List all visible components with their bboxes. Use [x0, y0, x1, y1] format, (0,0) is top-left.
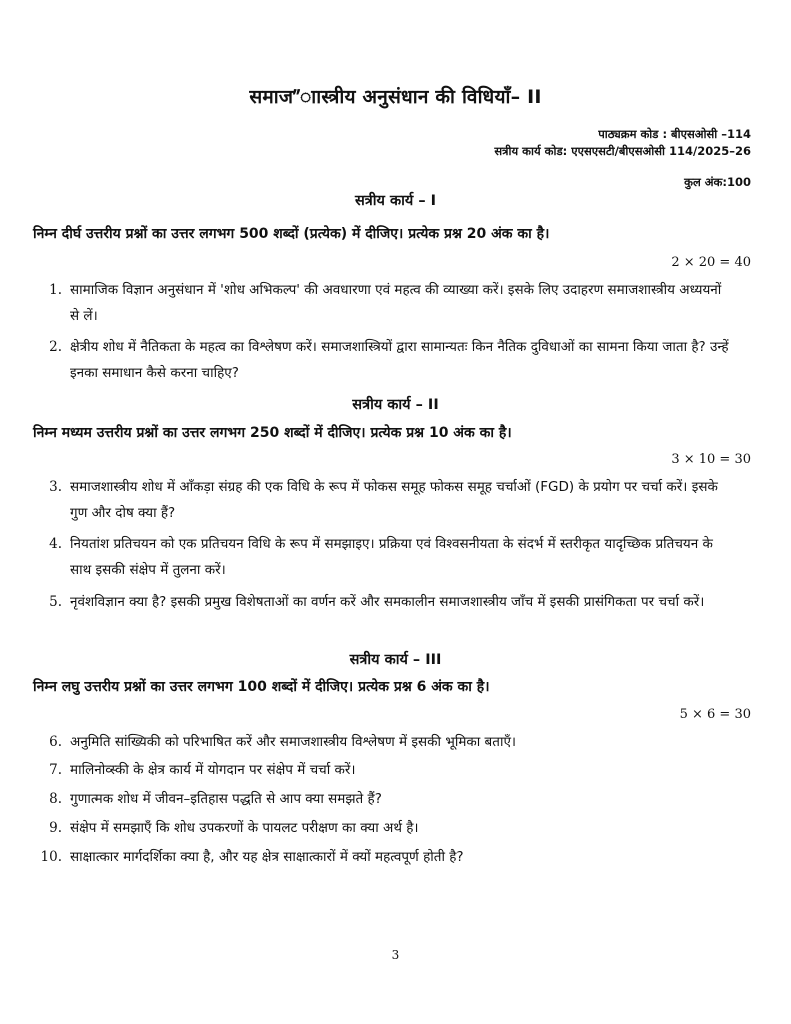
question-text: मालिनोव्स्की के क्षेत्र कार्य में योगदान पर संक्षेप में चर्चा करें।	[70, 762, 356, 778]
question-number: 5.	[49, 594, 62, 610]
question-number: 4.	[49, 536, 62, 552]
assignment-code: सत्रीय कार्य कोड: एएसएसटी/बीएसओसी 114/2025–26	[494, 144, 751, 158]
question-text: समाजशास्त्रीय शोध में आँकड़ा संग्रह की एक विधि के रूप में फोकस समूह फोकस समूह चर्चाओं (FGD) के प्रयोग पर चर्चा करें। इसके गुण और दोष क्या हैं?	[70, 479, 718, 521]
section-heading-3: सत्रीय कार्य – III	[349, 652, 442, 668]
question-text: क्षेत्रीय शोध में नैतिकता के महत्व का विश्लेषण करें। समाजशास्त्रियों द्वारा सामान्यतः किन नैतिक दुविधाओं का सामना किया जाता है? उन्हें इनका समाधान कैसे करना चाहिए?	[70, 339, 729, 381]
section-instruction-2: निम्न मध्यम उत्तरीय प्रश्नों का उत्तर लगभग 250 शब्दों में दीजिए। प्रत्येक प्रश्न 10 अंक का है।	[33, 425, 512, 441]
question-number: 9.	[49, 820, 62, 836]
section-instruction-1: निम्न दीर्घ उत्तरीय प्रश्नों का उत्तर लगभग 500 शब्दों (प्रत्येक) में दीजिए। प्रत्येक प्रश्न 20 अंक का है।	[33, 226, 550, 242]
section-marks-3: 5 × 6 = 30	[679, 707, 751, 722]
section-marks-1: 2 × 20 = 40	[671, 255, 751, 270]
question-number: 6.	[49, 734, 62, 750]
question-item	[49, 531, 730, 583]
document-title: समाज”ाास्त्रीय अनुसंधान की विधियाँ– II	[249, 86, 542, 108]
page-number: 3	[391, 948, 400, 962]
section-heading-1: सत्रीय कार्य – I	[354, 193, 437, 209]
question-item	[49, 729, 730, 755]
question-text: गुणात्मक शोध में जीवन–इतिहास पद्धति से आप क्या समझते हैं?	[70, 791, 382, 807]
total-marks: कुल अंक:100	[684, 175, 751, 189]
question-text: अनुमिति सांख्यिकी को परिभाषित करें और समाजशास्त्रीय विश्लेषण में इसकी भूमिका बताएँ।	[70, 734, 517, 750]
section-heading-2: सत्रीय कार्य – II	[352, 397, 439, 413]
question-item	[49, 334, 730, 386]
question-text: सामाजिक विज्ञान अनुसंधान में 'शोध अभिकल्प' की अवधारणा एवं महत्व की व्याख्या करें। इसके लिए उदाहरण समाजशास्त्रीय अध्ययनों से लें।	[70, 282, 722, 324]
question-item	[49, 786, 730, 812]
question-number: 2.	[49, 339, 62, 355]
section-marks-2: 3 × 10 = 30	[671, 452, 751, 467]
question-number: 8.	[49, 791, 62, 807]
question-item	[40, 844, 730, 870]
question-text: साक्षात्कार मार्गदर्शिका क्या है, और यह क्षेत्र साक्षात्कारों में क्यों महत्वपूर्ण होती है?	[70, 849, 464, 865]
course-code: पाठ्यक्रम कोड : बीएसओसी –114	[598, 127, 751, 141]
question-text: नृवंशविज्ञान क्या है? इसकी प्रमुख विशेषताओं का वर्णन करें और समकालीन समाजशास्त्रीय जाँच में इसकी प्रासंगिकता पर चर्चा करें।	[70, 594, 705, 610]
question-item	[49, 757, 730, 783]
question-number: 3.	[49, 479, 62, 495]
question-item	[49, 277, 730, 329]
question-number: 7.	[49, 762, 62, 778]
question-text: संक्षेप में समझाएँ कि शोध उपकरणों के पायलट परीक्षण का क्या अर्थ है।	[70, 820, 419, 836]
section-instruction-3: निम्न लघु उत्तरीय प्रश्नों का उत्तर लगभग 100 शब्दों में दीजिए। प्रत्येक प्रश्न 6 अंक का है।	[33, 679, 490, 695]
question-item	[49, 815, 730, 841]
question-number: 1.	[49, 282, 62, 298]
question-item	[49, 474, 730, 526]
question-number: 10.	[40, 849, 62, 865]
question-item	[49, 589, 730, 615]
question-text: नियतांश प्रतिचयन को एक प्रतिचयन विधि के रूप में समझाइए। प्रक्रिया एवं विश्वसनीयता के संदर्भ में स्तरीकृत यादृच्छिक प्रतिचयन के साथ इसकी संक्षेप में तुलना करें।	[70, 536, 713, 578]
